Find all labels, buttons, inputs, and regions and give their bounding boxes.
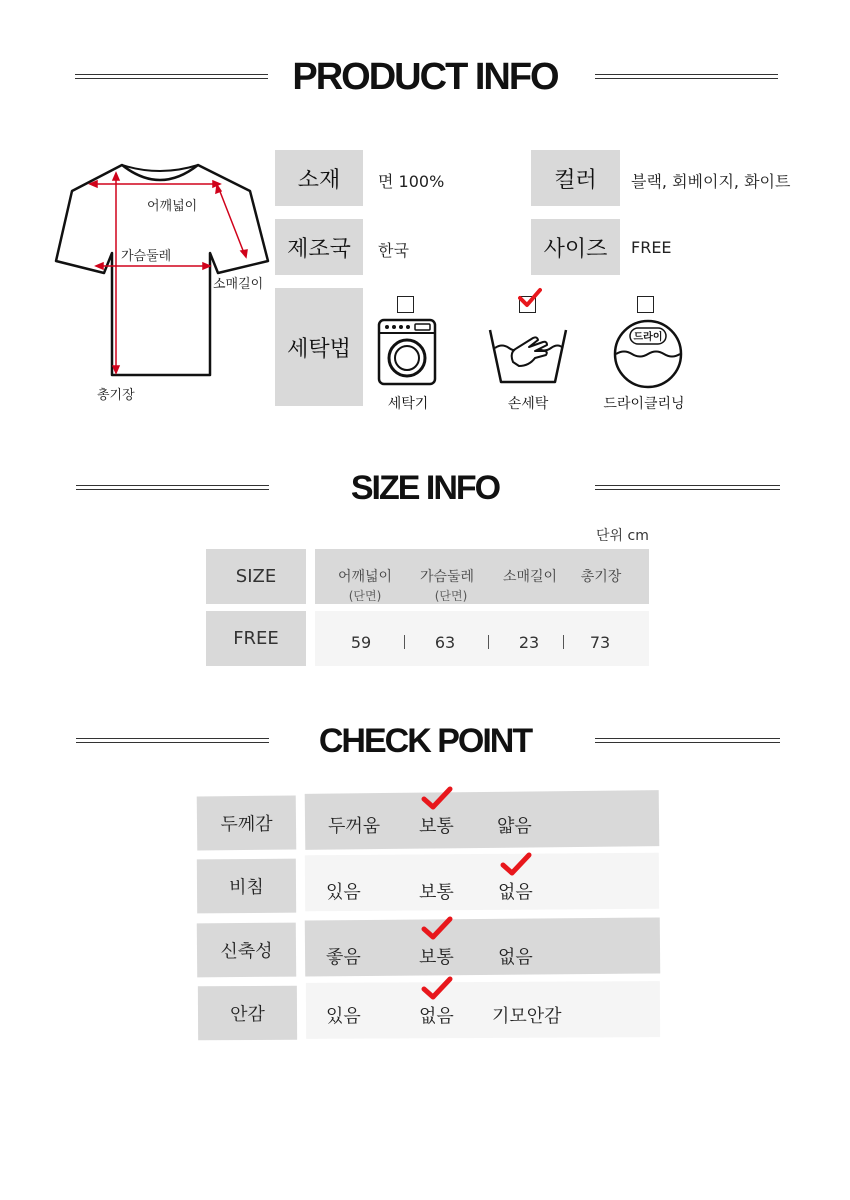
checkmark-icon [421,916,453,942]
checkpoint-option: 있음 [326,1006,361,1027]
origin-value: 한국 [378,241,409,260]
wash-name-machine: 세탁기 [387,396,429,412]
checkpoint-label-lining: 안감 [198,986,297,1041]
diagram-label-shoulder: 어깨넓이 [147,199,198,214]
checkpoint-option: 기모안감 [492,1006,562,1027]
checkpoint-label-sheerness: 비침 [197,859,296,914]
checkmark-icon [518,287,542,309]
dry-clean-icon [612,318,684,390]
checkpoint-option-selected: 보통 [419,816,454,837]
size-col-shoulder: 어깨넓이 [337,569,393,585]
checkpoint-label-stretch: 신축성 [197,923,296,978]
checkpoint-option: 보통 [419,882,454,903]
checkmark-icon [500,852,532,878]
size-separator [488,635,489,649]
wash-name-dry: 드라이클리닝 [603,396,685,412]
checkpoint-option: 좋음 [326,947,361,968]
check-point-title: CHECK POINT [318,722,532,760]
size-value-length: 73 [589,633,611,652]
size-info-title: SIZE INFO [350,469,500,507]
material-value: 면 100% [378,172,445,191]
diagram-label-length: 총기장 [97,388,135,403]
size-row-free-label [206,611,306,666]
checkmark-icon [421,786,453,812]
checkpoint-option: 두꺼움 [328,816,381,837]
checkpoint-option: 얇음 [497,816,532,837]
size-col-sleeve: 소매길이 [502,569,558,585]
size-col-chest: 가슴둘레 [419,569,475,585]
diagram-label-sleeve: 소매길이 [213,277,264,292]
size-unit: 단위 cm [596,528,649,544]
size-col-length: 총기장 [580,569,622,585]
hand-wash-icon [487,322,569,386]
checkpoint-label-thickness: 두께감 [197,795,297,850]
dry-badge-text: 드라이 [633,332,663,343]
size-col-chest-sub: (단면) [434,589,468,603]
wash-checkbox-machine[interactable] [397,296,414,313]
size-row-header-text: SIZE [235,566,277,587]
checkpoint-option-selected: 없음 [498,882,533,903]
size-label: 사이즈 [531,219,620,275]
size-col-shoulder-sub: (단면) [348,589,382,603]
size-separator [404,635,405,649]
checkpoint-option: 없음 [498,947,533,968]
size-value-chest: 63 [434,633,456,652]
checkpoint-option: 있음 [326,882,361,903]
size-value-shoulder: 59 [350,633,372,652]
wash-checkbox-dry[interactable] [637,296,654,313]
checkpoint-option-selected: 보통 [419,947,454,968]
size-value: FREE [631,238,672,257]
wash-label: 세탁법 [275,288,363,406]
washing-machine-icon [377,318,437,386]
color-label: 컬러 [531,150,620,206]
wash-name-hand: 손세탁 [507,396,549,412]
size-row-free-text: FREE [233,628,279,649]
size-value-sleeve: 23 [518,633,540,652]
origin-label: 제조국 [275,219,363,275]
size-row-header [206,549,306,604]
checkmark-icon [421,976,453,1002]
checkpoint-option-selected: 없음 [419,1006,454,1027]
color-value: 블랙, 회베이지, 화이트 [631,172,791,191]
diagram-label-chest: 가슴둘레 [121,249,172,264]
material-label: 소재 [275,150,363,206]
product-info-title: PRODUCT INFO [292,56,558,98]
size-separator [563,635,564,649]
